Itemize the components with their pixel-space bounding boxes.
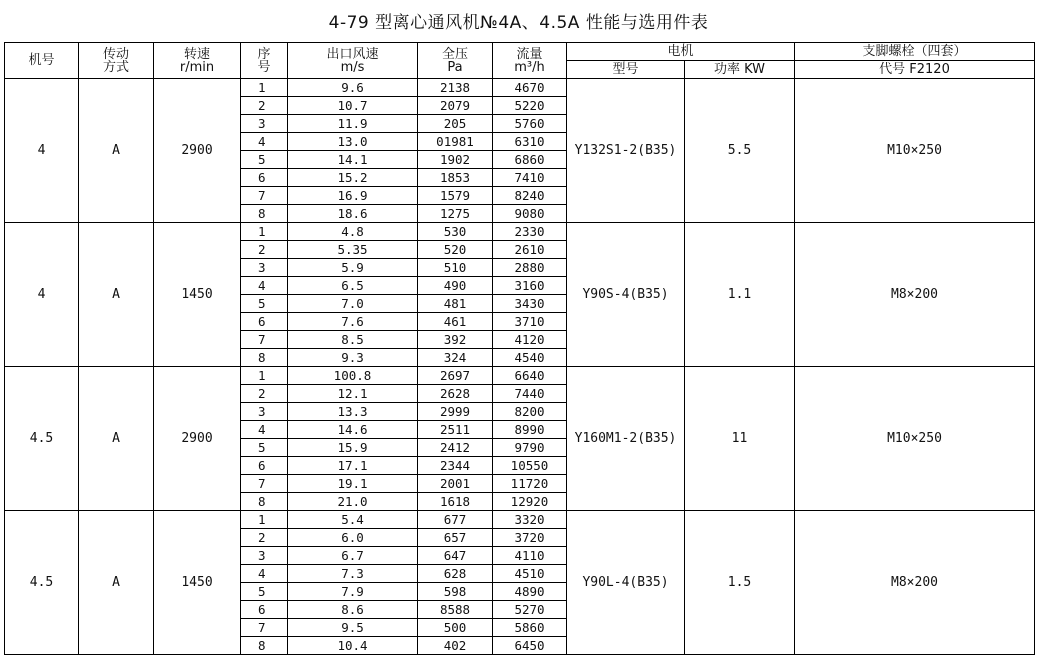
cell-flow: 7410 (493, 169, 567, 187)
cell-speed: 2900 (154, 367, 241, 511)
cell-flow: 3160 (493, 277, 567, 295)
cell-motor-power: 11 (685, 367, 795, 511)
cell-velocity: 11.9 (288, 115, 418, 133)
header-velocity: 出口风速 m/s (288, 43, 418, 79)
header-flow: 流量 m³/h (493, 43, 567, 79)
cell-pressure: 2001 (418, 475, 493, 493)
cell-pressure: 677 (418, 511, 493, 529)
cell-velocity: 14.6 (288, 421, 418, 439)
cell-flow: 4120 (493, 331, 567, 349)
cell-seq: 8 (241, 493, 288, 511)
cell-speed: 2900 (154, 79, 241, 223)
cell-seq: 3 (241, 403, 288, 421)
header-support-code: 代号 F2120 (795, 61, 1035, 79)
cell-motor-type: Y132S1-2(B35) (567, 79, 685, 223)
cell-support-bolt: M10×250 (795, 367, 1035, 511)
header-pressure: 全压 Pa (418, 43, 493, 79)
cell-flow: 12920 (493, 493, 567, 511)
table-row (5, 79, 1035, 97)
cell-seq: 8 (241, 349, 288, 367)
cell-seq: 2 (241, 529, 288, 547)
cell-pressure: 8588 (418, 601, 493, 619)
cell-seq: 4 (241, 421, 288, 439)
cell-model: 4 (5, 79, 79, 223)
cell-flow: 8240 (493, 187, 567, 205)
cell-seq: 5 (241, 151, 288, 169)
cell-pressure: 657 (418, 529, 493, 547)
cell-pressure: 01981 (418, 133, 493, 151)
cell-flow: 4510 (493, 565, 567, 583)
cell-velocity: 19.1 (288, 475, 418, 493)
cell-seq: 4 (241, 565, 288, 583)
cell-pressure: 500 (418, 619, 493, 637)
cell-pressure: 1853 (418, 169, 493, 187)
cell-pressure: 647 (418, 547, 493, 565)
cell-flow: 6450 (493, 637, 567, 655)
cell-seq: 8 (241, 205, 288, 223)
cell-pressure: 2999 (418, 403, 493, 421)
header-motor-power: 功率 KW (685, 61, 795, 79)
cell-velocity: 5.35 (288, 241, 418, 259)
cell-pressure: 205 (418, 115, 493, 133)
cell-pressure: 1579 (418, 187, 493, 205)
cell-velocity: 7.0 (288, 295, 418, 313)
cell-flow: 4890 (493, 583, 567, 601)
cell-velocity: 5.4 (288, 511, 418, 529)
cell-flow: 11720 (493, 475, 567, 493)
cell-speed: 1450 (154, 223, 241, 367)
cell-drive: A (79, 367, 154, 511)
cell-pressure: 2138 (418, 79, 493, 97)
cell-pressure: 2697 (418, 367, 493, 385)
cell-velocity: 6.7 (288, 547, 418, 565)
cell-motor-power: 1.1 (685, 223, 795, 367)
cell-flow: 5270 (493, 601, 567, 619)
cell-velocity: 100.8 (288, 367, 418, 385)
cell-pressure: 1618 (418, 493, 493, 511)
table-row (5, 223, 1035, 241)
cell-flow: 5860 (493, 619, 567, 637)
cell-seq: 7 (241, 475, 288, 493)
cell-pressure: 2511 (418, 421, 493, 439)
cell-motor-type: Y90L-4(B35) (567, 511, 685, 655)
cell-seq: 4 (241, 133, 288, 151)
header-motor-type: 型号 (567, 61, 685, 79)
cell-pressure: 2079 (418, 97, 493, 115)
performance-table (4, 42, 1035, 655)
cell-velocity: 14.1 (288, 151, 418, 169)
cell-seq: 6 (241, 601, 288, 619)
cell-seq: 5 (241, 295, 288, 313)
cell-seq: 5 (241, 583, 288, 601)
cell-velocity: 9.3 (288, 349, 418, 367)
cell-pressure: 402 (418, 637, 493, 655)
cell-seq: 1 (241, 367, 288, 385)
cell-velocity: 4.8 (288, 223, 418, 241)
cell-seq: 7 (241, 187, 288, 205)
cell-velocity: 16.9 (288, 187, 418, 205)
cell-velocity: 10.4 (288, 637, 418, 655)
cell-velocity: 8.5 (288, 331, 418, 349)
header-seq: 序 号 (241, 43, 288, 79)
cell-model: 4.5 (5, 511, 79, 655)
cell-velocity: 15.2 (288, 169, 418, 187)
cell-flow: 4670 (493, 79, 567, 97)
cell-velocity: 13.3 (288, 403, 418, 421)
cell-speed: 1450 (154, 511, 241, 655)
cell-flow: 5760 (493, 115, 567, 133)
cell-flow: 6640 (493, 367, 567, 385)
cell-seq: 3 (241, 259, 288, 277)
cell-pressure: 461 (418, 313, 493, 331)
cell-velocity: 12.1 (288, 385, 418, 403)
cell-pressure: 2344 (418, 457, 493, 475)
cell-flow: 3710 (493, 313, 567, 331)
cell-velocity: 10.7 (288, 97, 418, 115)
cell-model: 4.5 (5, 367, 79, 511)
cell-velocity: 7.3 (288, 565, 418, 583)
cell-seq: 1 (241, 79, 288, 97)
cell-seq: 2 (241, 385, 288, 403)
cell-velocity: 9.5 (288, 619, 418, 637)
header-drive: 传动 方式 (79, 43, 154, 79)
header-support: 支脚螺栓（四套） (795, 43, 1035, 61)
cell-velocity: 8.6 (288, 601, 418, 619)
header-speed: 转速 r/min (154, 43, 241, 79)
cell-pressure: 1275 (418, 205, 493, 223)
cell-flow: 2880 (493, 259, 567, 277)
cell-velocity: 15.9 (288, 439, 418, 457)
cell-seq: 2 (241, 97, 288, 115)
cell-pressure: 520 (418, 241, 493, 259)
cell-velocity: 9.6 (288, 79, 418, 97)
cell-velocity: 7.9 (288, 583, 418, 601)
cell-model: 4 (5, 223, 79, 367)
cell-flow: 4110 (493, 547, 567, 565)
cell-support-bolt: M8×200 (795, 223, 1035, 367)
cell-seq: 7 (241, 619, 288, 637)
cell-pressure: 530 (418, 223, 493, 241)
cell-motor-power: 5.5 (685, 79, 795, 223)
cell-pressure: 510 (418, 259, 493, 277)
cell-pressure: 2412 (418, 439, 493, 457)
cell-pressure: 628 (418, 565, 493, 583)
cell-pressure: 1902 (418, 151, 493, 169)
cell-motor-power: 1.5 (685, 511, 795, 655)
cell-flow: 9790 (493, 439, 567, 457)
cell-flow: 2330 (493, 223, 567, 241)
cell-drive: A (79, 79, 154, 223)
cell-flow: 6860 (493, 151, 567, 169)
cell-flow: 6310 (493, 133, 567, 151)
table-body (5, 79, 1035, 655)
cell-seq: 8 (241, 637, 288, 655)
cell-motor-type: Y160M1-2(B35) (567, 367, 685, 511)
cell-drive: A (79, 223, 154, 367)
cell-pressure: 392 (418, 331, 493, 349)
cell-seq: 7 (241, 331, 288, 349)
cell-pressure: 490 (418, 277, 493, 295)
cell-velocity: 17.1 (288, 457, 418, 475)
cell-flow: 9080 (493, 205, 567, 223)
cell-pressure: 2628 (418, 385, 493, 403)
cell-velocity: 7.6 (288, 313, 418, 331)
cell-velocity: 13.0 (288, 133, 418, 151)
cell-velocity: 21.0 (288, 493, 418, 511)
cell-seq: 1 (241, 511, 288, 529)
cell-flow: 5220 (493, 97, 567, 115)
cell-flow: 2610 (493, 241, 567, 259)
cell-seq: 2 (241, 241, 288, 259)
cell-pressure: 598 (418, 583, 493, 601)
cell-pressure: 324 (418, 349, 493, 367)
cell-flow: 3720 (493, 529, 567, 547)
cell-drive: A (79, 511, 154, 655)
table-row (5, 511, 1035, 529)
cell-velocity: 5.9 (288, 259, 418, 277)
cell-seq: 3 (241, 115, 288, 133)
cell-flow: 8990 (493, 421, 567, 439)
cell-support-bolt: M10×250 (795, 79, 1035, 223)
cell-flow: 8200 (493, 403, 567, 421)
cell-support-bolt: M8×200 (795, 511, 1035, 655)
page-title: 4-79 型离心通风机№4A、4.5A 性能与选用件表 (328, 13, 709, 33)
cell-velocity: 18.6 (288, 205, 418, 223)
header-model: 机号 (5, 43, 79, 79)
cell-seq: 6 (241, 169, 288, 187)
cell-velocity: 6.0 (288, 529, 418, 547)
cell-flow: 10550 (493, 457, 567, 475)
cell-pressure: 481 (418, 295, 493, 313)
table-row (5, 367, 1035, 385)
cell-velocity: 6.5 (288, 277, 418, 295)
cell-flow: 4540 (493, 349, 567, 367)
cell-flow: 3320 (493, 511, 567, 529)
cell-seq: 6 (241, 457, 288, 475)
cell-motor-type: Y90S-4(B35) (567, 223, 685, 367)
cell-seq: 4 (241, 277, 288, 295)
cell-seq: 5 (241, 439, 288, 457)
cell-seq: 6 (241, 313, 288, 331)
header-motor: 电机 (567, 43, 795, 61)
cell-seq: 1 (241, 223, 288, 241)
cell-flow: 3430 (493, 295, 567, 313)
cell-flow: 7440 (493, 385, 567, 403)
cell-seq: 3 (241, 547, 288, 565)
